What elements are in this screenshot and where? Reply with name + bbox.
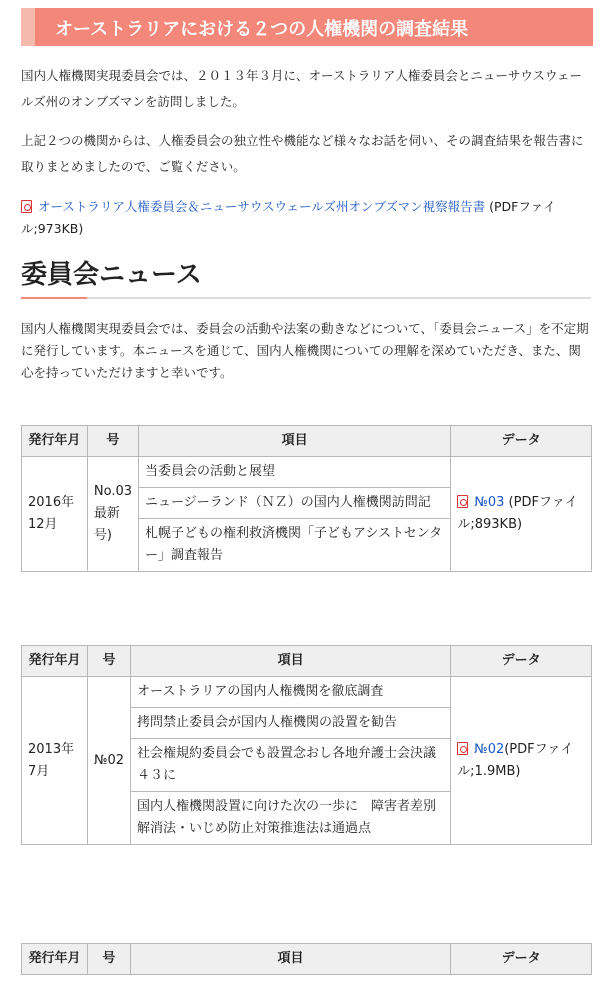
table-header-row [22,944,592,975]
header-items: 項目 [131,646,451,677]
table-header-row [22,426,592,457]
heading-divider [21,297,591,299]
issue-file-meta: (PDFファイル;1.9MB) [457,741,574,779]
header-data: データ [451,646,592,677]
table-row [22,457,592,572]
header-items: 項目 [130,944,450,975]
header-items: 項目 [139,426,451,457]
issue-items [131,677,451,845]
header-date: 発行年月 [22,944,88,975]
issue-items [139,457,451,572]
report-download [21,196,591,240]
heading-accent [21,297,87,299]
header-number: 号 [87,426,138,457]
header-number: 号 [87,944,130,975]
pdf-icon [457,495,468,508]
intro-paragraph-1: 国内人権機関実現委員会では、２０１３年３月に、オーストラリア人権委員会とニューサウスウェールズ州のオンブズマンを訪問しました。 [21,68,583,109]
news-table-2016 [21,425,592,572]
report-file-meta: (PDFファイル;973KB) [21,199,556,236]
pdf-icon [457,742,468,755]
news-intro-paragraph: 国内人権機関実現委員会では、委員会の活動や法案の動きなどについて、「委員会ニュース」を不定期に発行しています。本ニュースを通じて、国内人権機関についての理解を深めていただき、また、関心を持っていただけますと幸いです。 [21,321,589,380]
news-table-2013 [21,645,592,845]
issue-item: 当委員会の活動と展望 [139,457,450,488]
news-heading: 委員会ニュース [21,260,202,290]
banner-title: オーストラリアにおける２つの人権機関の調査結果 [55,19,469,40]
issue-data [451,677,592,845]
header-date: 発行年月 [22,646,88,677]
issue-pdf-link[interactable]: №02 [474,741,505,757]
issue-item: 拷問禁止委員会が国内人権機関の設置を勧告 [131,708,450,739]
issue-item: 国内人権機関設置に向けた次の一歩に 障害者差別解消法・いじめ防止対策推進法は通過点 [137,799,437,836]
header-data: データ [451,426,592,457]
header-number: 号 [87,646,130,677]
table-row [22,677,592,845]
header-date: 発行年月 [22,426,88,457]
pdf-icon [21,200,32,213]
issue-pdf-link[interactable]: №03 [474,495,505,510]
issue-item: オーストラリアの国内人権機関を徹底調査 [131,677,450,708]
issue-file-meta: (PDFファイル;893KB) [457,495,578,532]
issue-item: 札幌子どもの権利救済機関「子どもアシストセンター」調査報告 [145,526,443,563]
issue-date: 2016年12月 [22,457,88,572]
issue-number: №02 [87,677,130,845]
issue-item: ニュージーランド（ＮＺ）の国内人権機関訪問記 [139,488,450,519]
issue-number: No.03 最新号) [87,457,138,572]
section-banner [21,8,593,46]
issue-date: 2013年7月 [22,677,88,845]
issue-item: 社会権規約委員会でも設置念おし各地弁護士会決議４３に [131,739,450,792]
news-table-older [21,943,592,975]
report-pdf-link[interactable]: オーストラリア人権委員会＆ニューサウスウェールズ州オンブズマン視察報告書 [38,199,486,214]
header-data: データ [451,944,592,975]
issue-data [451,457,592,572]
table-header-row [22,646,592,677]
intro-paragraph-2: 上記２つの機関からは、人権委員会の独立性や機能など様々なお話を伺い、その調査結果を報告書に取りまとめましたので、ご覧ください。 [21,133,584,174]
